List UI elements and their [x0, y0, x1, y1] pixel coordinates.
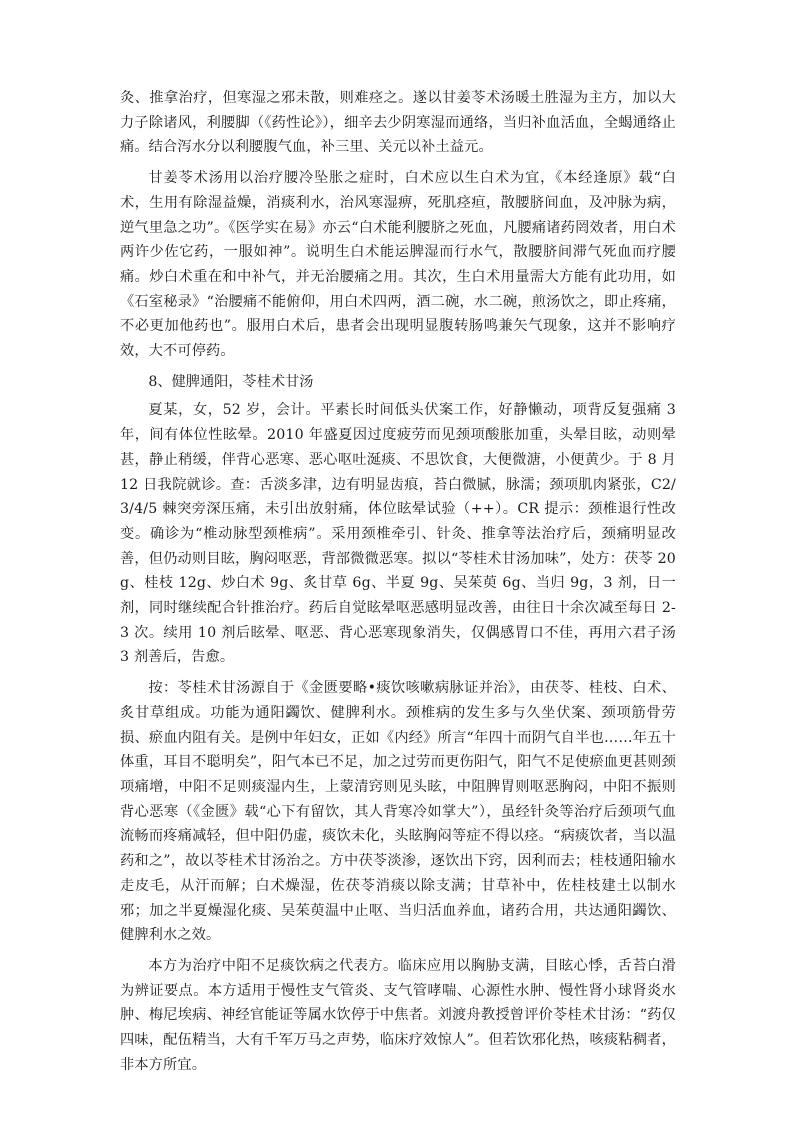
paragraph-continuation: 灸、推拿治疗，但寒湿之邪未散，则难痉之。遂以甘姜苓术汤暖土胜湿为主方，加以大力子除诸风，利腰脚（《药性论》），细辛去少阴寒湿而通络，当归补血活血，全蝎通络止痛。结合泻水分以利腰腹气血，补三里、关元以补土益元。 [120, 90, 676, 156]
paragraph-baizhu-usage: 甘姜苓术汤用以治疗腰冷坠胀之症时，白术应以生白术为宜，《本经逢原》载“白术，生用有除湿益燥，消痰利水，治风寒湿痹，死肌痉疸，散腰脐间血，及冲脉为病，逆气里急之功”。《医学实在易》亦云“白术能利腰脐之死血，凡腰痛诸药罔效者，用白术两许少佐它药，一服如神”。说明生白术能运脾湿而行水气，散腰脐间滞气死血而疗腰痛。炒白术重在和中补气，并无治腰痛之用。其次，生白术用量需大方能有此功用，如《石室秘录》“治腰痛不能俯仰，用白术四两，酒二碗，水二碗，煎汤饮之，即止疼痛，不必更加他药也”。服用白术后，患者会出现明显腹转肠鸣兼矢气现象，这并不影响疗效，大不可停药。 [120, 170, 676, 360]
paragraph-case-xia: 夏某，女，52 岁，会计。平素长时间低头伏案工作，好静懒动，项背反复强痛 3 年，间有体位性眩晕。2010 年盛夏因过度疲劳而见颈项酸胀加重，头晕目眩，动则晕甚，静止稍缓，伴背心恶寒、恶心呕吐涎痰、不思饮食，大便微溏，小便黄少。于 8 月 12 日我院就诊。查：舌淡多津，边有明显齿痕，苔白微腻，脉濡；颈项肌肉紧张，C2/3/4/5 棘突旁深压痛，未引出放射痛，体位眩晕试验（++）。CR 提示：颈椎退行性改变。确诊为“椎动脉型颈椎病”。采用颈椎牵引、针灸、推拿等法治疗后，颈痛明显改善，但仍动则目眩，胸闷呕恶，背部微微恶寒。拟以“苓桂术甘汤加味”，处方：茯苓 20g、桂枝 12g、炒白术 9g、炙甘草 6g、半夏 9g、吴茱萸 6g、当归 9g，3 剂，日一剂，同时继续配合针推治疗。药后自觉眩晕呕恶感明显改善，由往日十余次减至每日 2-3 次。续用 10 剂后眩晕、呕恶、背心恶寒现象消失，仅偶感胃口不佳，再用六君子汤 3 剂善后，告愈。 [120, 402, 676, 666]
paragraph-commentary: 按：苓桂术甘汤源自于《金匮要略•痰饮咳嗽病脉证并治》，由茯苓、桂枝、白术、炙甘草组成。功能为通阳蠲饮、健脾利水。颈椎病的发生多与久坐伏案、颈项筋骨劳损、瘀血内阻有关。是例中年妇女，正如《内经》所言“年四十而阴气自半也……年五十体重，耳目不聪明矣”，阳气本已不足，加之过劳而更伤阳气，阳气不足使瘀血更甚则颈项痛增，中阳不足则痰湿内生，上蒙清窍则见头眩，中阻脾胃则呕恶胸闷，中阳不振则背心恶寒（《金匮》载“心下有留饮，其人背寒冷如掌大”），虽经针灸等治疗后颈项气血流畅而疼痛减轻，但中阳仍虚，痰饮未化，头眩胸闷等症不得以痉。“病痰饮者，当以温药和之”，故以苓桂术甘汤治之。方中茯苓淡渗，逐饮出下窍，因利而去；桂枝通阳输水走皮毛，从汗而解；白术燥湿，佐茯苓消痰以除支满；甘草补中，佐桂枝建土以制水邪；加之半夏燥湿化痰、吴茱萸温中止呕、当归活血养血，诸药合用，共达通阳蠲饮、健脾利水之效。 [120, 680, 676, 944]
section-heading-8: 8、健脾通阳，苓桂术甘汤 [148, 373, 314, 390]
document-body [120, 86, 676, 1083]
paragraph-formula-summary: 本方为治疗中阳不足痰饮病之代表方。临床应用以胸胁支满，目眩心悸，舌苔白滑为辨证要点。本方适用于慢性支气管炎、支气管哮喘、心源性水肿、慢性肾小球肾炎水肿、梅尼埃病、神经官能证等属水饮停于中焦者。刘渡舟教授曾评价苓桂术甘汤：“药仅四味，配伍精当，大有千军万马之声势，临床疗效惊人”。但若饮邪化热，咳痰粘稠者，非本方所宜。 [120, 957, 676, 1073]
